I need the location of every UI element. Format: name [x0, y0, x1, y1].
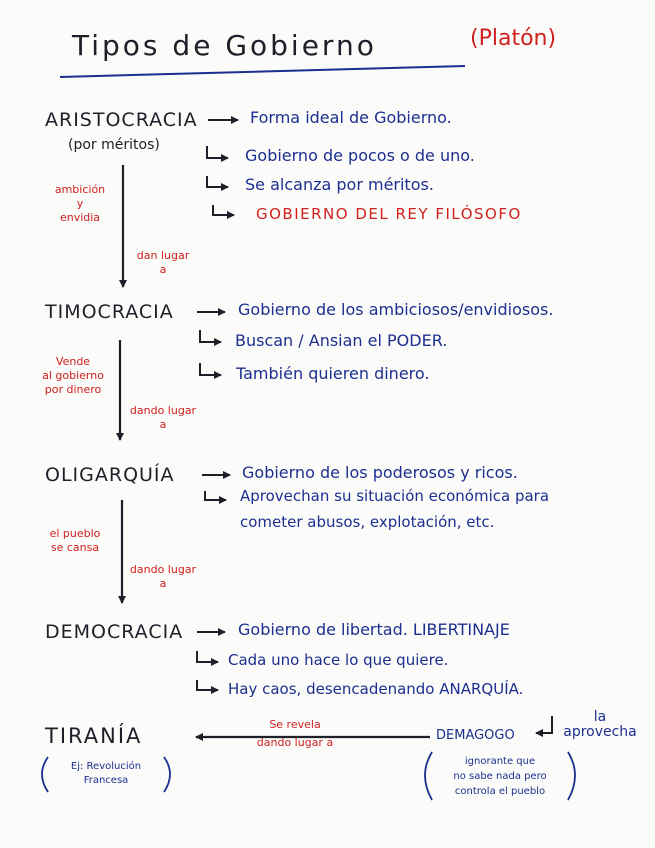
- demagogo-action: [557, 710, 643, 740]
- form-definition-oligarquia: Gobierno de los poderosos y ricos.: [242, 463, 518, 482]
- transition-2-result-line-2: a: [159, 418, 167, 431]
- form-name-oligarquia: OLIGARQUÍA: [45, 464, 175, 486]
- demagogo-note: [430, 754, 570, 799]
- arrow-aprovecha: [536, 716, 552, 733]
- transition-3-result-line-2: a: [159, 577, 167, 590]
- transition-2-cause-line-1: Vende: [55, 355, 91, 368]
- form-definition-timocracia: Gobierno de los ambiciosos/envidiosos.: [238, 300, 554, 319]
- transition-2-cause: [38, 355, 108, 397]
- transition-1-result-line-1: dan lugar: [136, 249, 190, 262]
- form-detail-timocracia-1: Buscan / Ansian el PODER.: [235, 331, 448, 350]
- transition-2-result-line-1: dando lugar: [129, 404, 197, 417]
- tirania-example: [52, 760, 160, 788]
- transition-3-result: [128, 563, 198, 591]
- demagogo-action-line-1: la: [593, 709, 607, 725]
- form-name-tirania: TIRANÍA: [45, 724, 143, 748]
- form-definition-aristocracia: Forma ideal de Gobierno.: [250, 108, 452, 127]
- tirania-example-line-1: Ej: Revolución: [70, 761, 142, 772]
- form-detail-democracia-2: Hay caos, desencadenando ANARQUÍA.: [228, 680, 524, 698]
- transition-1-cause-line-3: envidia: [59, 211, 101, 224]
- transition-2-result: [128, 404, 198, 432]
- form-detail-democracia-1: Cada uno hace lo que quiere.: [228, 651, 449, 669]
- title-note: (Platón): [470, 26, 557, 51]
- demagogo-action-line-2: aprovecha: [563, 724, 637, 740]
- detail-hooks: [197, 146, 234, 690]
- demagogo-note-line-2: no sabe nada pero: [453, 771, 547, 782]
- form-definition-democracia: Gobierno de libertad. LIBERTINAJE: [238, 620, 510, 639]
- form-detail-oligarquia-2: cometer abusos, explotación, etc.: [240, 513, 495, 531]
- final-transition-label: [240, 716, 350, 752]
- final-transition-label-line-2: dando lugar a: [256, 736, 334, 749]
- tirania-example-line-2: Francesa: [83, 775, 129, 786]
- transition-1-cause-line-1: ambición: [54, 183, 106, 196]
- demagogo-note-line-3: controla el pueblo: [454, 786, 546, 797]
- transition-1-result: [133, 249, 193, 277]
- form-name-aristocracia: ARISTOCRACIA: [45, 109, 198, 131]
- form-detail-aristocracia-2: Se alcanza por méritos.: [245, 175, 434, 194]
- form-name-democracia: DEMOCRACIA: [45, 621, 184, 643]
- demagogo-label: DEMAGOGO: [436, 728, 515, 743]
- transition-3-result-line-1: dando lugar: [129, 563, 197, 576]
- transition-1-cause: [50, 183, 110, 225]
- paren-ex-left: [42, 757, 48, 792]
- transition-1-result-line-2: a: [159, 263, 167, 276]
- transition-2-cause-line-3: por dinero: [44, 383, 102, 396]
- form-detail-oligarquia-1: Aprovechan su situación económica para: [240, 487, 550, 505]
- page-title: Tipos de Gobierno: [72, 29, 377, 62]
- transition-3-cause-line-1: el pueblo: [49, 527, 101, 540]
- form-name-timocracia: TIMOCRACIA: [45, 301, 174, 323]
- transition-1-cause-line-2: y: [76, 197, 84, 210]
- paren-ex-right: [164, 757, 170, 792]
- transition-2-cause-line-2: al gobierno: [42, 369, 104, 382]
- form-detail-timocracia-2: También quieren dinero.: [236, 364, 430, 383]
- transition-3-cause-line-2: se cansa: [50, 541, 100, 554]
- transition-3-cause: [44, 527, 106, 555]
- form-detail-aristocracia-3: GOBIERNO DEL REY FILÓSOFO: [256, 205, 522, 223]
- final-transition-label-line-1: Se revela: [269, 718, 321, 731]
- demagogo-note-line-1: ignorante que: [464, 756, 536, 767]
- form-detail-aristocracia-1: Gobierno de pocos o de uno.: [245, 146, 475, 165]
- form-note-aristocracia: (por méritos): [68, 137, 160, 153]
- title-underline: [60, 66, 465, 77]
